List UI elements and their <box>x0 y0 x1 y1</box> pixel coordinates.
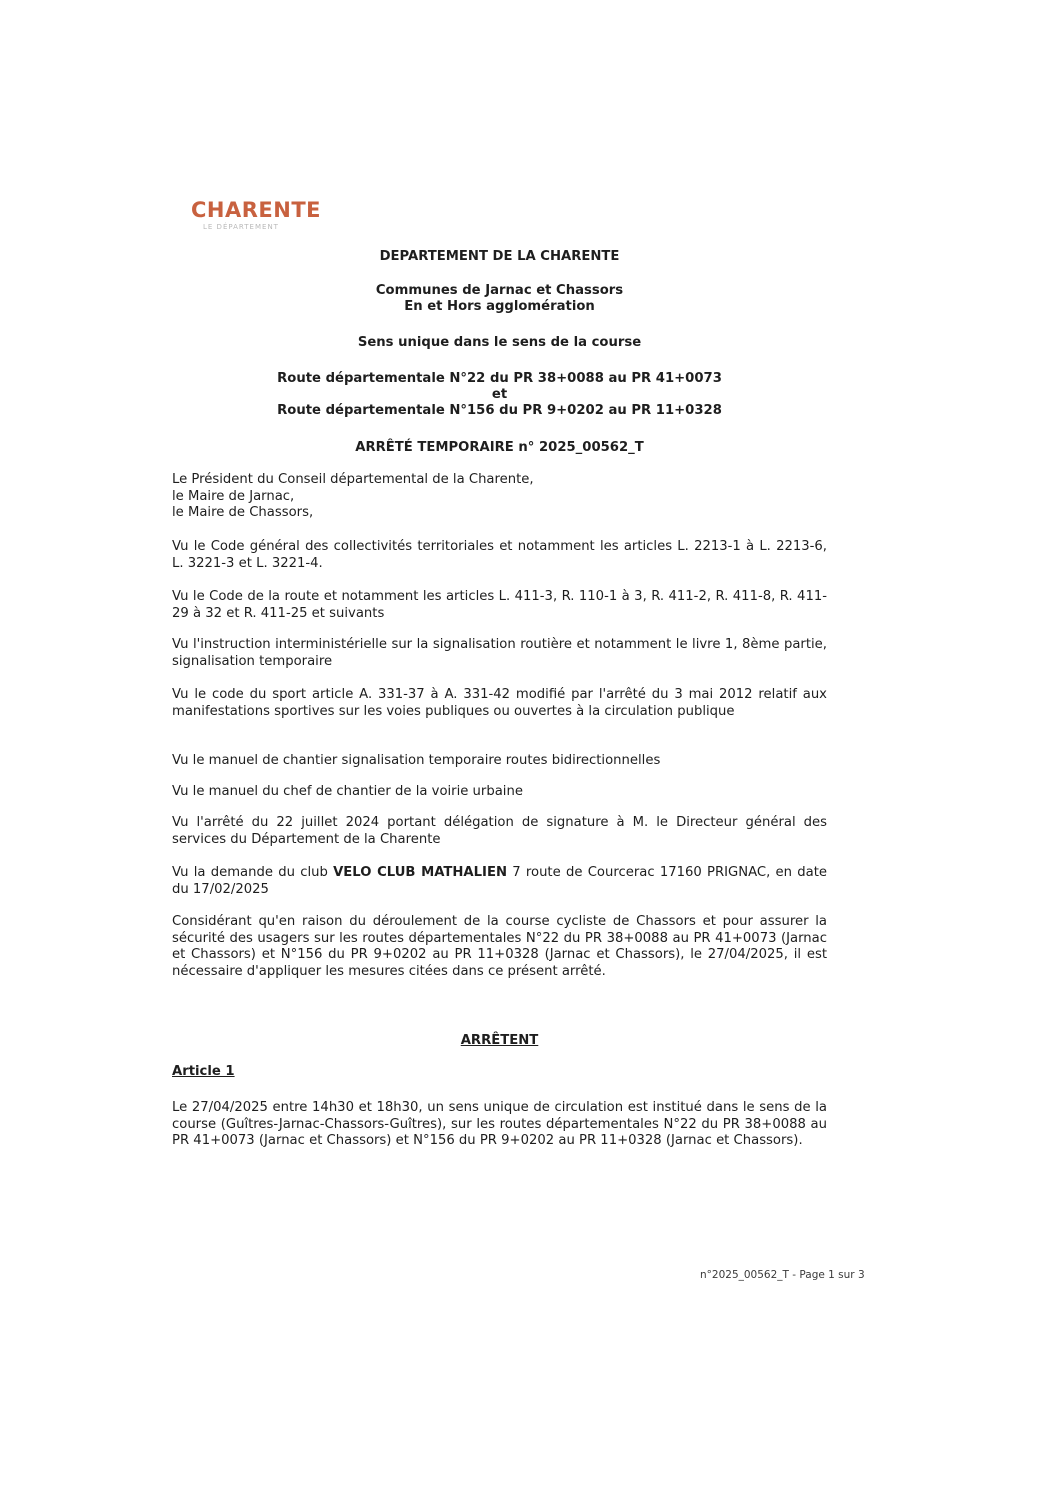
visa-cgct: Vu le Code général des collectivités territoriales et notamment les articles L. 2213-1 à L. 2213-6, L. 3221-3 et L. 3221-4. <box>172 539 827 571</box>
article1-title: Article 1 <box>172 1064 235 1079</box>
authority-maire-jarnac: le Maire de Jarnac, <box>172 488 295 504</box>
demande-club: VELO CLUB MATHALIEN <box>333 865 507 880</box>
department-title: DEPARTEMENT DE LA CHARENTE <box>379 249 620 264</box>
communes-line2: En et Hors agglomération <box>404 299 595 314</box>
road-et: et <box>491 387 508 402</box>
road-line1: Route départementale N°22 du PR 38+0088 au PR 41+0073 <box>277 371 722 386</box>
demande-suffix: 7 route de Courcerac 17160 PRIGNAC, en date du 17/02/2025 <box>172 865 827 897</box>
charente-logo <box>191 197 331 231</box>
communes-heading <box>172 283 827 315</box>
logo-tagline: LE DÉPARTEMENT <box>203 223 279 231</box>
considerant: Considérant qu'en raison du déroulement de la course cycliste de Chassors et pour assurer la sécurité des usagers sur les routes départementales N°22 du PR 38+0088 au PR 41+0073 (Jarnac et Chassors) et N°156 du PR 9+0202 au PR 11+0328 (Jarnac et Chassors), le 27/04/2025, il est nécessaire d'appliquer les mesures citées dans ce présent arrêté. <box>172 914 827 979</box>
communes-line1: Communes de Jarnac et Chassors <box>375 283 624 298</box>
authorities <box>172 472 827 522</box>
visa-code-sport: Vu le code du sport article A. 331-37 à A. 331-42 modifié par l'arrêté du 3 mai 2012 relatif aux manifestations sportives sur les voies publiques ou ouvertes à la circulation publique <box>172 687 827 719</box>
visa-instruction: Vu l'instruction interministérielle sur la signalisation routière et notamment le livre 1, 8ème partie, signalisation temporaire <box>172 637 827 669</box>
visa-manuel-chantier: Vu le manuel de chantier signalisation temporaire routes bidirectionnelles <box>172 753 661 768</box>
road-line2: Route départementale N°156 du PR 9+0202 au PR 11+0328 <box>277 403 722 418</box>
road-heading <box>172 371 827 419</box>
visa-code-route: Vu le Code de la route et notamment les articles L. 411-3, R. 110-1 à 3, R. 411-2, R. 411-8, R. 411-29 à 32 et R. 411-25 et suivants <box>172 589 827 621</box>
visa-manuel-chef: Vu le manuel du chef de chantier de la voirie urbaine <box>172 784 523 799</box>
demande-prefix: Vu la demande du club <box>172 865 334 880</box>
visa-demande <box>172 865 827 898</box>
arretent-heading: ARRÊTENT <box>460 1033 539 1048</box>
arrete-title: ARRÊTÉ TEMPORAIRE n° 2025_00562_T <box>355 440 644 455</box>
logo-wordmark: CHARENTE <box>191 198 321 222</box>
authority-president: Le Président du Conseil départemental de la Charente, <box>172 472 534 487</box>
page-footer: n°2025_00562_T - Page 1 sur 3 <box>700 1269 865 1281</box>
visa-delegation: Vu l'arrêté du 22 juillet 2024 portant délégation de signature à M. le Directeur général des services du Département de la Charente <box>172 815 827 847</box>
authority-maire-chassors: le Maire de Chassors, <box>172 505 314 520</box>
article1-text: Le 27/04/2025 entre 14h30 et 18h30, un sens unique de circulation est institué dans le sens de la course (Guîtres-Jarnac-Chassors-Guîtres), sur les routes départementales N°22 du PR 38+0088 au PR 41+0073 (Jarnac et Chassors) et N°156 du PR 9+0202 au PR 11+0328 (Jarnac et Chassors). <box>172 1100 827 1148</box>
subject-heading: Sens unique dans le sens de la course <box>357 335 642 350</box>
